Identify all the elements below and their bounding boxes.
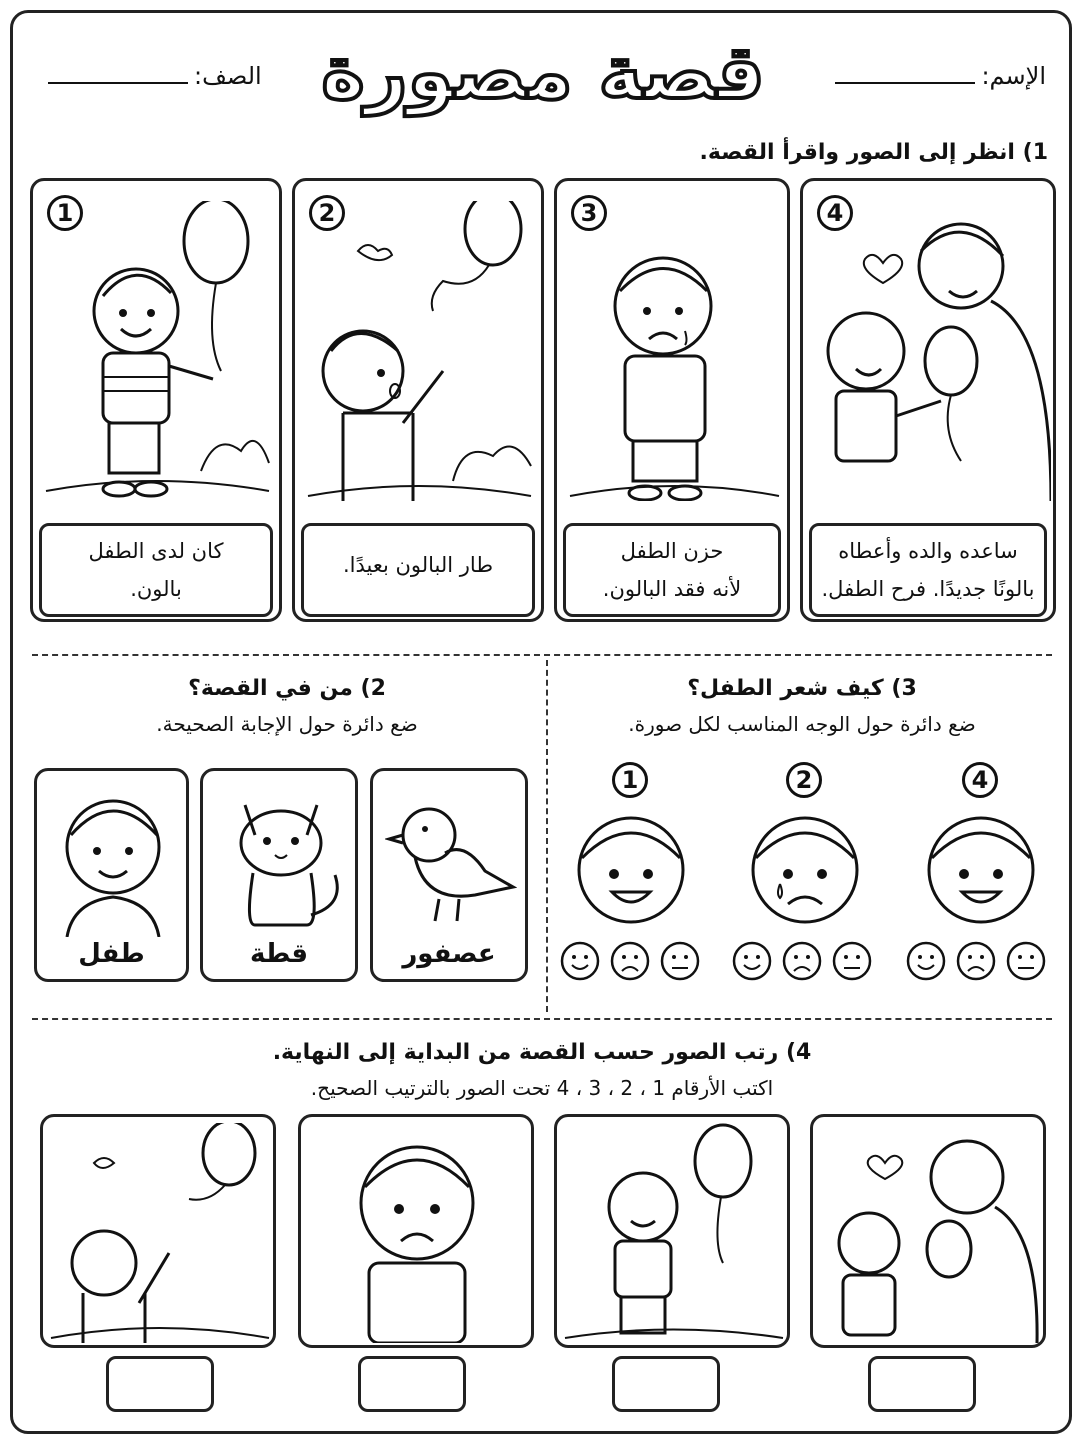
neutral-face-icon[interactable] <box>1008 943 1044 979</box>
smile-face-icon[interactable] <box>908 943 944 979</box>
mood-options-2 <box>730 938 876 984</box>
section-divider <box>32 654 1052 656</box>
neutral-face-icon[interactable] <box>662 943 698 979</box>
order-picture-father-gives-balloon <box>810 1114 1046 1348</box>
boy-icon <box>47 787 179 937</box>
story-panel-3 <box>554 178 790 622</box>
choice-boy[interactable] <box>34 768 189 982</box>
cat-icon <box>215 785 347 935</box>
frown-face-icon[interactable] <box>958 943 994 979</box>
choice-label: عصفور <box>402 939 496 969</box>
order-picture-balloon-away <box>40 1114 276 1348</box>
caption-line-1: كان لدى الطفل <box>88 539 224 563</box>
q3-prompt: 3) كيف شعر الطفل؟ <box>687 676 917 701</box>
frown-face-icon[interactable] <box>784 943 820 979</box>
bird-icon <box>385 791 517 931</box>
panel-number: 3 <box>571 195 607 231</box>
q2-prompt: 2) من في القصة؟ <box>188 676 386 701</box>
q1-prompt: 1) انظر إلى الصور واقرأ القصة. <box>699 140 1048 165</box>
balloon-flying-away-illustration <box>303 201 535 501</box>
q4-prompt: 4) رتب الصور حسب القصة من البداية إلى النهاية. <box>272 1040 812 1065</box>
panel-number: 4 <box>817 195 853 231</box>
page-title: قصة مصورة <box>321 30 765 116</box>
answer-box-4[interactable] <box>868 1356 976 1412</box>
caption-line-2: لأنه فقد البالون. <box>602 577 742 601</box>
caption-line-1: طار البالون بعيدًا. <box>342 553 494 577</box>
name-blank[interactable] <box>835 64 975 84</box>
class-blank[interactable] <box>48 64 188 84</box>
story-panel-2 <box>292 178 544 622</box>
sad-boy-face-icon <box>740 808 870 928</box>
caption-line-1: حزن الطفل <box>620 539 724 563</box>
panel-caption <box>301 523 535 617</box>
class-label: الصف: <box>194 62 262 90</box>
order-picture-boy-with-balloon <box>554 1114 790 1348</box>
choice-cat[interactable] <box>200 768 358 982</box>
neutral-face-icon[interactable] <box>834 943 870 979</box>
panel-caption <box>39 523 273 617</box>
choice-label: قطة <box>249 939 309 969</box>
answer-box-3[interactable] <box>612 1356 720 1412</box>
panel-caption <box>563 523 781 617</box>
q4-instruction: اكتب الأرقام 1 ، 2 ، 3 ، 4 تحت الصور بالترتيب الصحيح. <box>310 1076 774 1100</box>
happy-boy-face-icon <box>916 808 1046 928</box>
answer-box-2[interactable] <box>358 1356 466 1412</box>
story-panel-4 <box>800 178 1056 622</box>
caption-line-2: بالون. <box>130 577 182 601</box>
face-number: 4 <box>962 762 998 798</box>
name-label: الإسم: <box>981 62 1046 90</box>
mood-options-1 <box>558 938 704 984</box>
section-divider-vertical <box>546 660 548 1012</box>
balloon-flying-away-illustration <box>49 1123 271 1343</box>
panel-number: 1 <box>47 195 83 231</box>
order-picture-sad-boy <box>298 1114 534 1348</box>
section-divider <box>32 1018 1052 1020</box>
q3-instruction: ضع دائرة حول الوجه المناسب لكل صورة. <box>628 712 976 736</box>
answer-box-1[interactable] <box>106 1356 214 1412</box>
q2-instruction: ضع دائرة حول الإجابة الصحيحة. <box>156 712 418 736</box>
face-number: 1 <box>612 762 648 798</box>
class-field[interactable] <box>48 62 262 90</box>
smile-face-icon[interactable] <box>562 943 598 979</box>
mood-options-4 <box>904 938 1050 984</box>
frown-face-icon[interactable] <box>612 943 648 979</box>
boy-with-balloon-illustration <box>563 1123 785 1343</box>
story-panel-1 <box>30 178 282 622</box>
panel-caption <box>809 523 1047 617</box>
caption-line-1: ساعده والده وأعطاه <box>838 539 1018 563</box>
panel-number: 2 <box>309 195 345 231</box>
boy-with-balloon-illustration <box>41 201 273 501</box>
smile-face-icon[interactable] <box>734 943 770 979</box>
face-number: 2 <box>786 762 822 798</box>
caption-line-2: بالونًا جديدًا. فرح الطفل. <box>821 577 1035 601</box>
choice-label: طفل <box>78 939 145 969</box>
happy-boy-face-icon <box>566 808 696 928</box>
sad-boy-illustration <box>307 1123 529 1343</box>
sad-boy-illustration <box>565 201 783 501</box>
father-gives-balloon-illustration <box>811 201 1051 501</box>
name-field[interactable] <box>835 62 1046 90</box>
father-gives-balloon-illustration <box>819 1123 1041 1343</box>
choice-bird[interactable] <box>370 768 528 982</box>
